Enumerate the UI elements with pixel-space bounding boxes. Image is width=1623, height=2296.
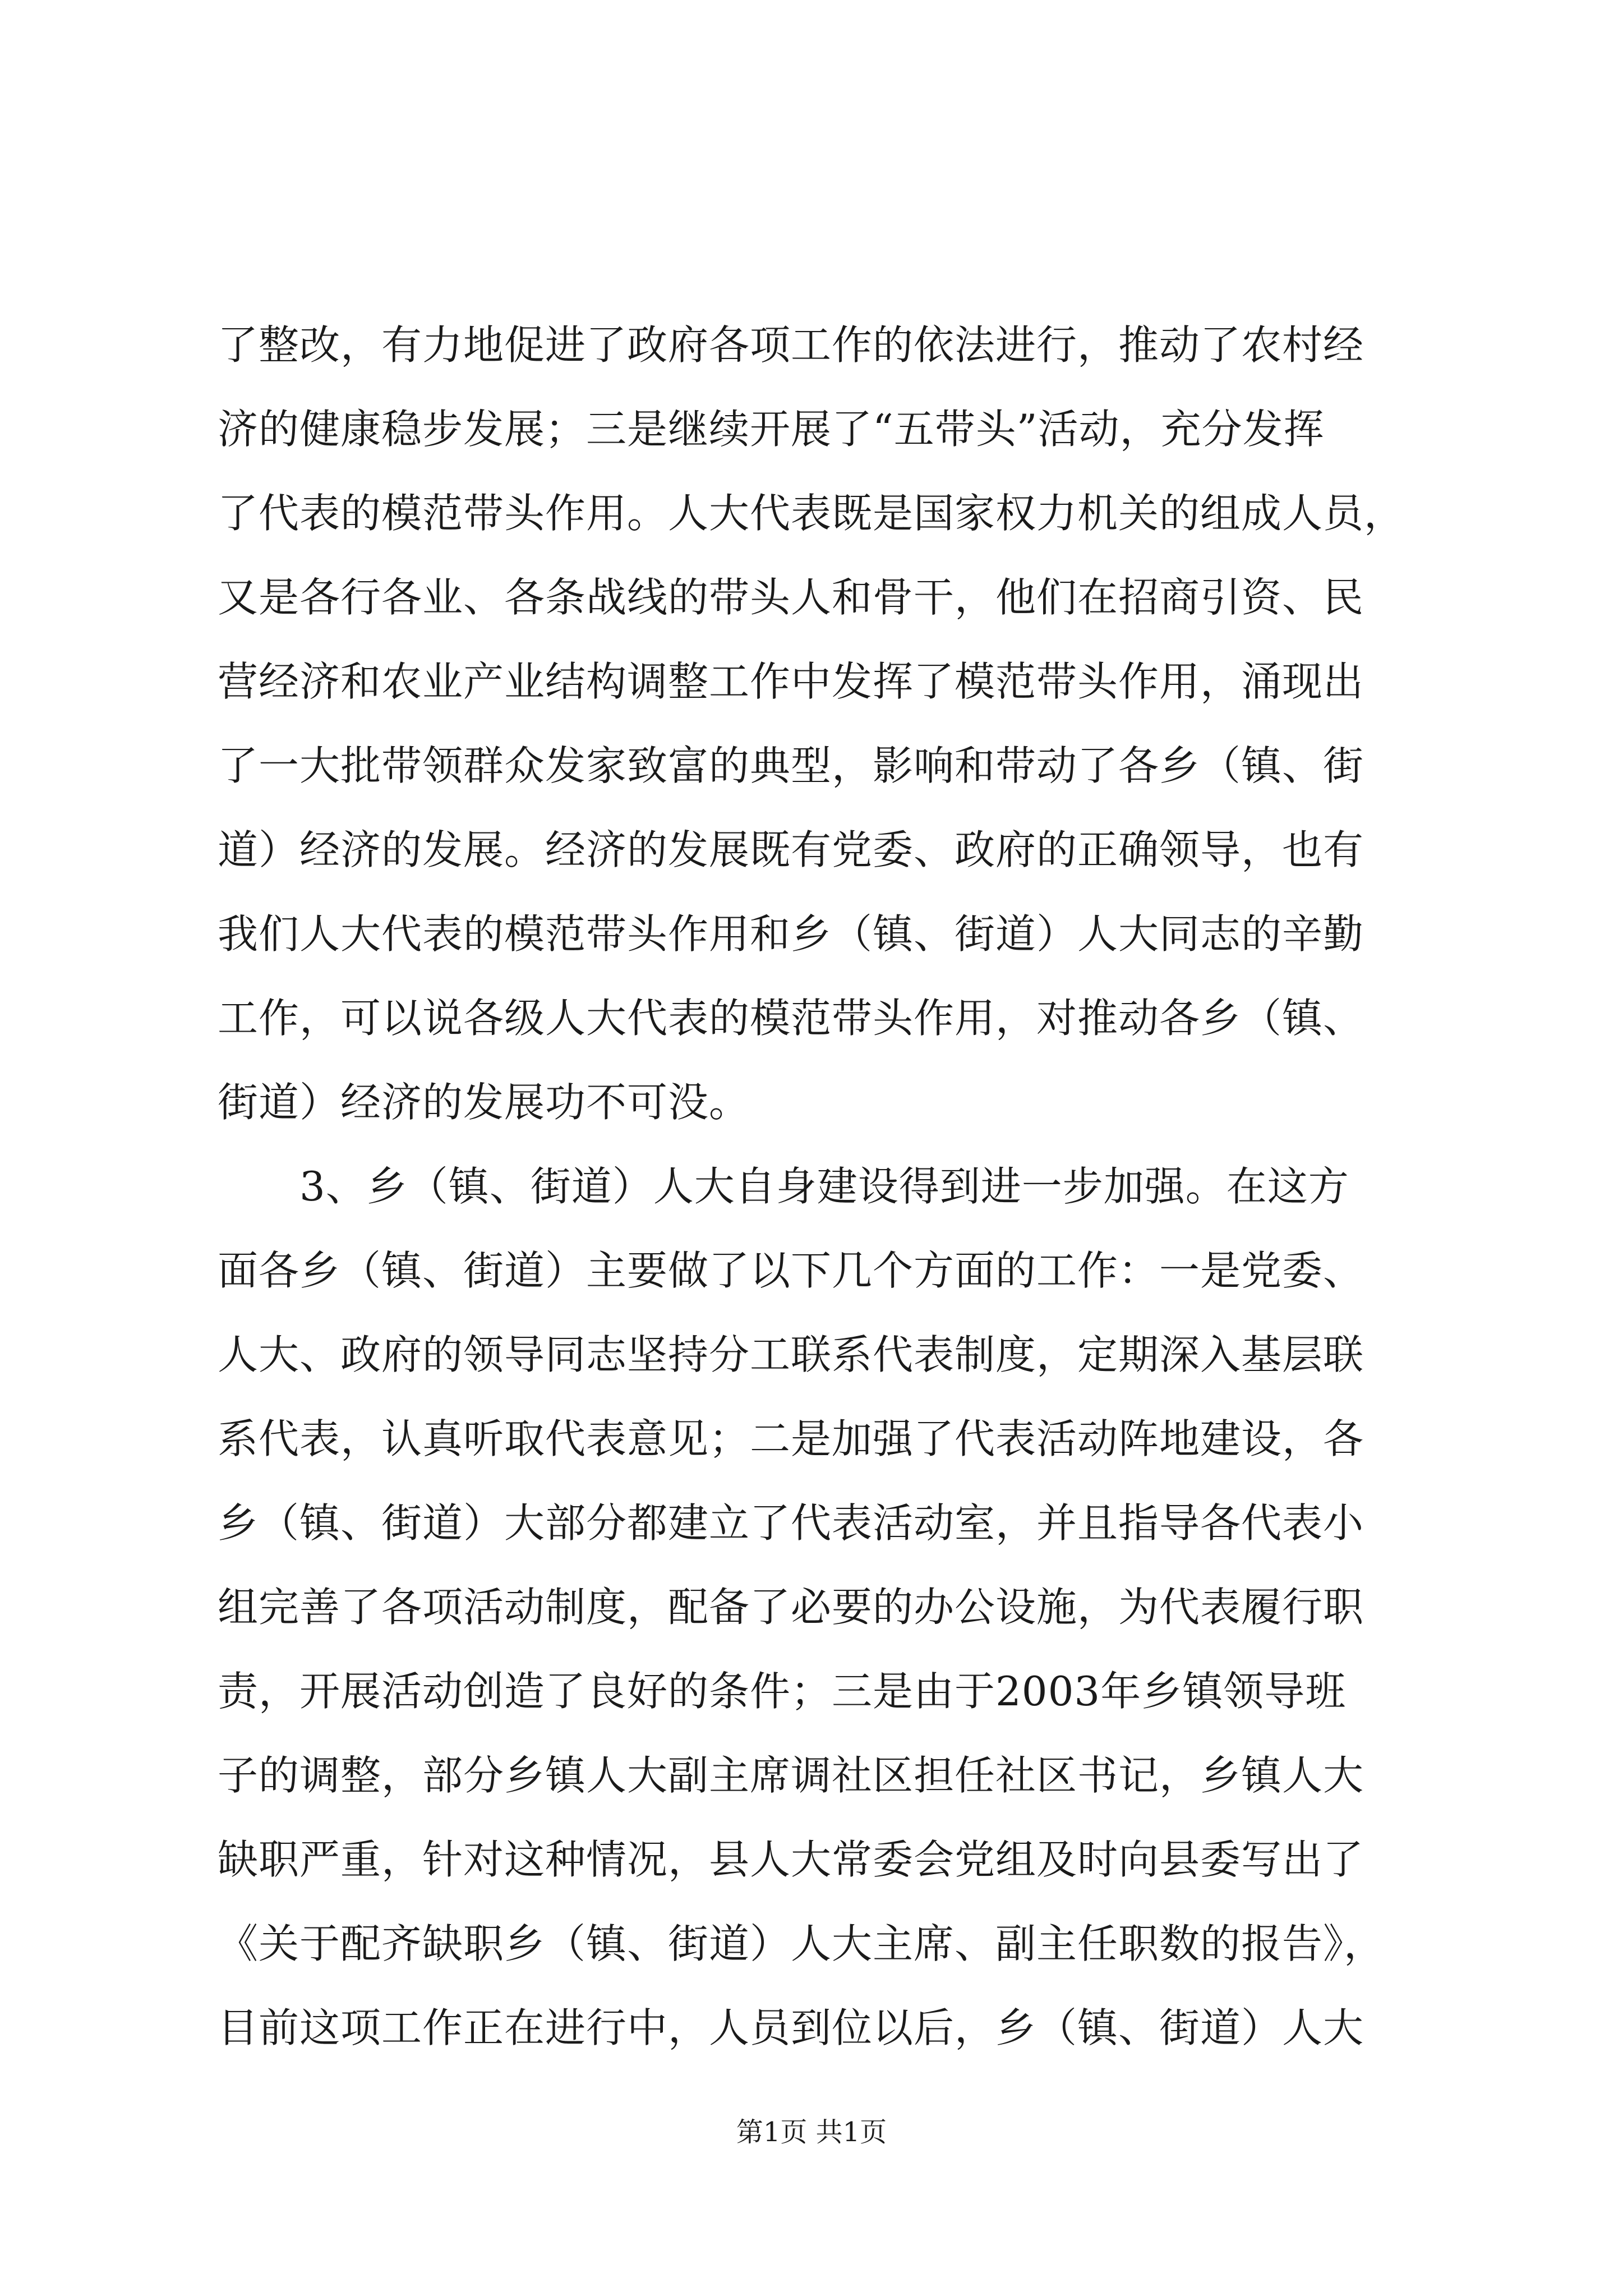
text-line: 系代表，认真听取代表意见；二是加强了代表活动阵地建设，各 xyxy=(218,1415,1364,1462)
text-line: 又是各行各业、各条战线的带头人和骨干，他们在招商引资、民 xyxy=(218,574,1364,621)
text-line: 工作，可以说各级人大代表的模范带头作用，对推动各乡（镇、 xyxy=(218,995,1364,1042)
text-line: 组完善了各项活动制度，配备了必要的办公设施，为代表履行职 xyxy=(218,1584,1364,1631)
text-line: 缺职严重，针对这种情况，县人大常委会党组及时向县委写出了 xyxy=(218,1836,1364,1883)
text-line: 济的健康稳步发展；三是继续开展了“五带头”活动，充分发挥 xyxy=(218,406,1325,453)
text-line: 道）经济的发展。经济的发展既有党委、政府的正确领导，也有 xyxy=(218,826,1364,873)
text-line: 街道）经济的发展功不可没。 xyxy=(218,1079,750,1126)
text-line: 营经济和农业产业结构调整工作中发挥了模范带头作用，涌现出 xyxy=(218,658,1364,705)
text-line: 了一大批带领群众发家致富的典型，影响和带动了各乡（镇、街 xyxy=(218,742,1364,789)
text-line: 人大、政府的领导同志坚持分工联系代表制度，定期深入基层联 xyxy=(218,1331,1364,1378)
text-line: 面各乡（镇、街道）主要做了以下几个方面的工作：一是党委、 xyxy=(218,1247,1364,1294)
text-line: 责，开展活动创造了良好的条件；三是由于2003年乡镇领导班 xyxy=(218,1668,1347,1715)
text-line: 了代表的模范带头作用。人大代表既是国家权力机关的组成人员， xyxy=(218,490,1405,537)
text-line: 了整改，有力地促进了政府各项工作的依法进行，推动了农村经 xyxy=(218,321,1364,369)
text-line: 子的调整，部分乡镇人大副主席调社区担任社区书记，乡镇人大 xyxy=(218,1752,1364,1799)
text-line: 目前这项工作正在进行中，人员到位以后，乡（镇、街道）人大 xyxy=(218,2004,1364,2051)
text-line: 《关于配齐缺职乡（镇、街道）人大主席、副主任职数的报告》， xyxy=(218,1920,1385,1967)
text-line: 乡（镇、街道）大部分都建立了代表活动室，并且指导各代表小 xyxy=(218,1499,1364,1547)
text-line: 3、乡（镇、街道）人大自身建设得到进一步加强。在这方 xyxy=(218,1163,1349,1210)
page-number-footer: 第1页 共1页 xyxy=(736,2116,887,2148)
text-line: 我们人大代表的模范带头作用和乡（镇、街道）人大同志的辛勤 xyxy=(218,910,1364,958)
